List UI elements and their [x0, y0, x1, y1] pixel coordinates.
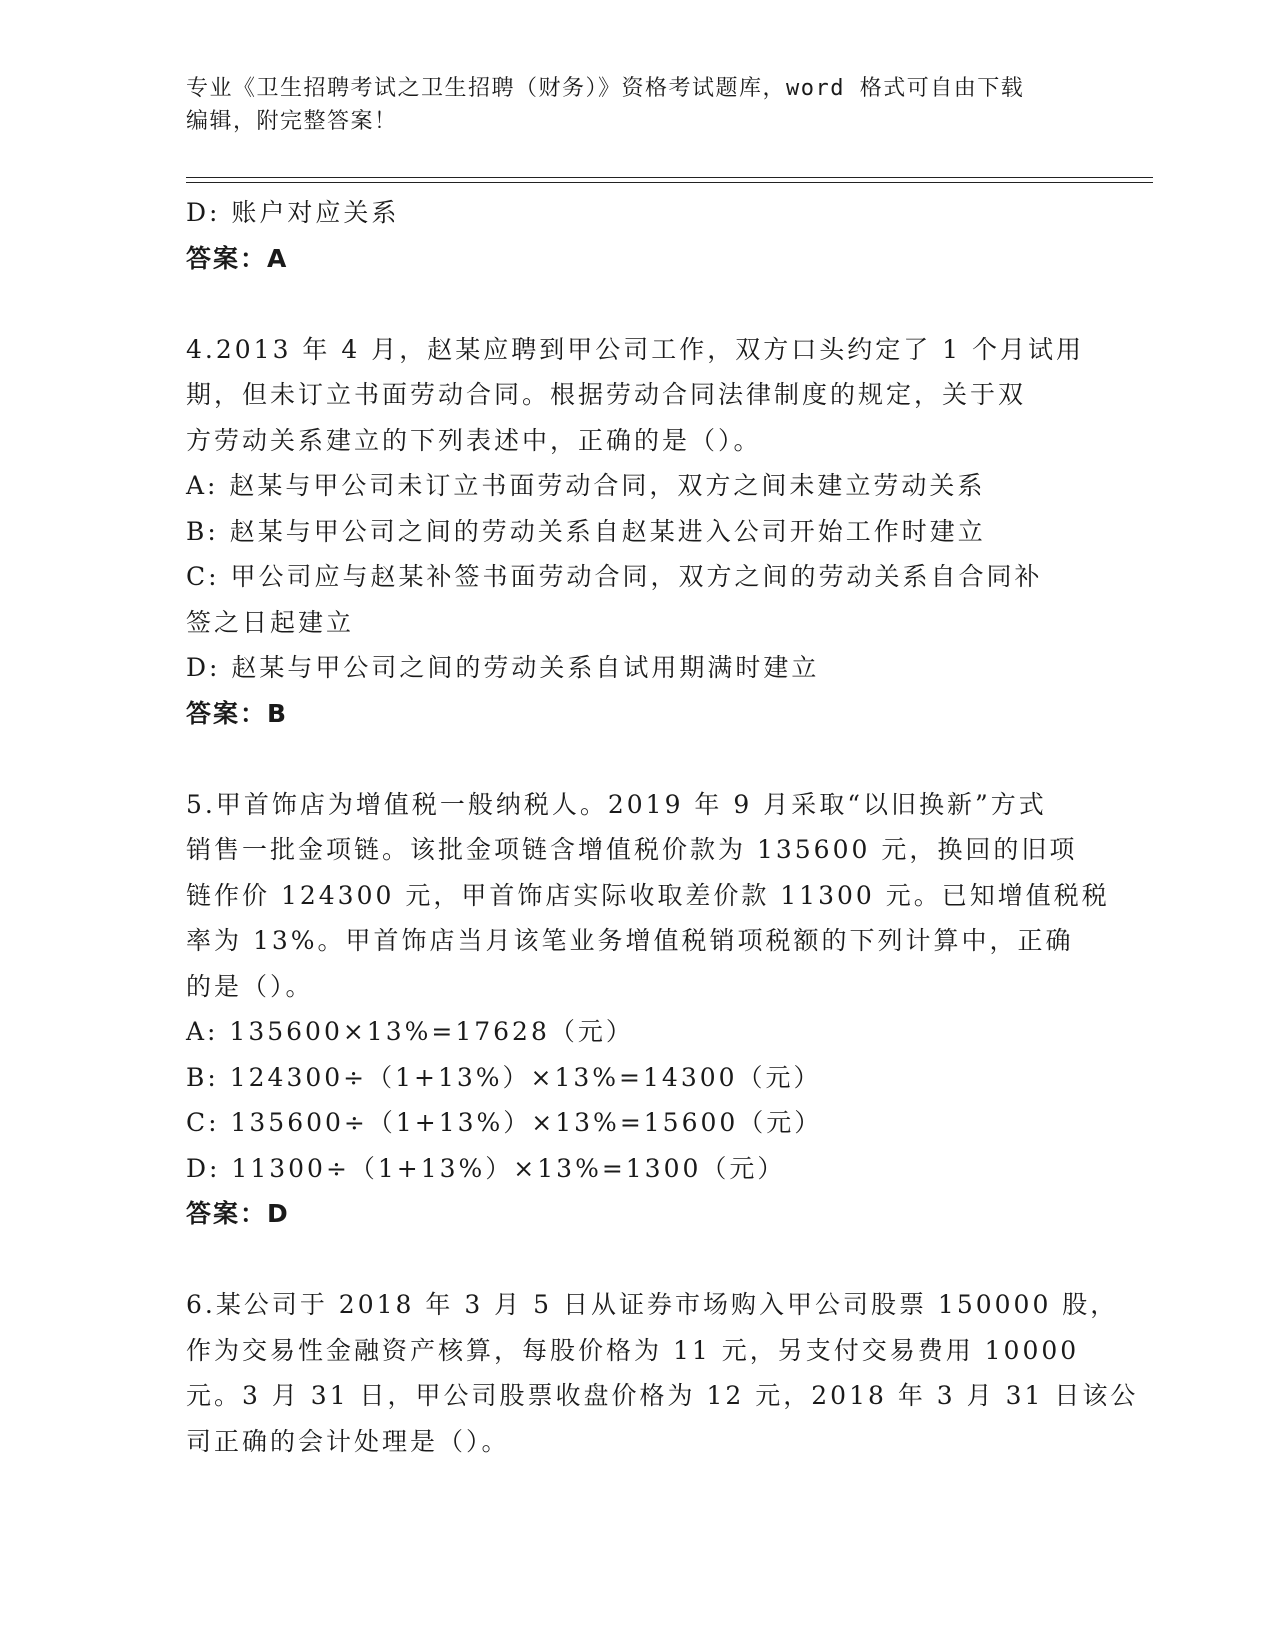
option-b: B: 124300÷（1+13%）×13%=14300（元） [186, 1062, 822, 1092]
question-stem-line: 的是（）。 [186, 971, 314, 1001]
option-c: C: 135600÷（1+13%）×13%=15600（元） [186, 1108, 823, 1137]
spacer [186, 736, 1086, 782]
question-stem-line: 司正确的会计处理是（）。 [186, 1426, 510, 1456]
question-stem-line: 期，但未订立书面劳动合同。根据劳动合同法律制度的规定，关于双 [186, 380, 1027, 409]
question-stem-line: 链作价 124300 元，甲首饰店实际收取差价款 11300 元。已知增值税税 [186, 880, 1110, 910]
question-5 [186, 782, 1110, 1237]
answer-label: 答案：D [186, 1199, 290, 1228]
option-d: D: 赵某与甲公司之间的劳动关系自试用期满时建立 [186, 653, 820, 682]
spacer [186, 1237, 1086, 1283]
header-line-2: 编辑，附完整答案！ [186, 109, 398, 134]
option-d: D: 账户对应关系 [186, 198, 400, 227]
question-4 [186, 327, 1086, 737]
option-b: B: 赵某与甲公司之间的劳动关系自赵某进入公司开始工作时建立 [186, 516, 986, 546]
question-stem-line: 4.2013 年 4 月，赵某应聘到甲公司工作，双方口头约定了 1 个月试用 [186, 334, 1085, 364]
header-divider-top [186, 177, 1153, 178]
question-stem-line: 5.甲首饰店为增值税一般纳税人。2019 年 9 月采取“以旧换新”方式 [186, 789, 1047, 819]
document-body [186, 190, 1139, 1464]
option-c: C: 甲公司应与赵某补签书面劳动合同，双方之间的劳动关系自合同补 [186, 562, 1043, 591]
question-stem-line: 销售一批金项链。该批金项链含增值税价款为 135600 元，换回的旧项 [186, 835, 1078, 864]
question-stem-line: 率为 13%。甲首饰店当月该笔业务增值税销项税额的下列计算中，正确 [186, 926, 1074, 955]
option-c-continued: 签之日起建立 [186, 607, 355, 637]
page-header [186, 72, 1066, 138]
question-stem-line: 6.某公司于 2018 年 3 月 5 日从证券市场购入甲公司股票 150000 股， [186, 1290, 1119, 1319]
header-divider-bottom [186, 182, 1153, 183]
spacer [186, 281, 1086, 327]
question-3-tail [186, 190, 1086, 281]
option-a: A: 赵某与甲公司未订立书面劳动合同，双方之间未建立劳动关系 [186, 471, 986, 500]
question-6 [186, 1282, 1139, 1464]
option-d: D: 11300÷（1+13%）×13%=1300（元） [186, 1153, 786, 1183]
question-stem-line: 方劳动关系建立的下列表述中，正确的是（）。 [186, 425, 762, 455]
question-stem-line: 元。3 月 31 日，甲公司股票收盘价格为 12 元，2018 年 3 月 31 日该公 [186, 1381, 1139, 1410]
answer-label: 答案：A [186, 243, 289, 273]
header-line-1: 专业《卫生招聘考试之卫生招聘（财务）》资格考试题库，word 格式可自由下载 [186, 76, 1025, 101]
answer-label: 答案：B [186, 698, 289, 728]
question-stem-line: 作为交易性金融资产核算，每股价格为 11 元，另支付交易费用 10000 [186, 1335, 1080, 1365]
option-a: A: 135600×13%=17628（元） [186, 1017, 634, 1046]
